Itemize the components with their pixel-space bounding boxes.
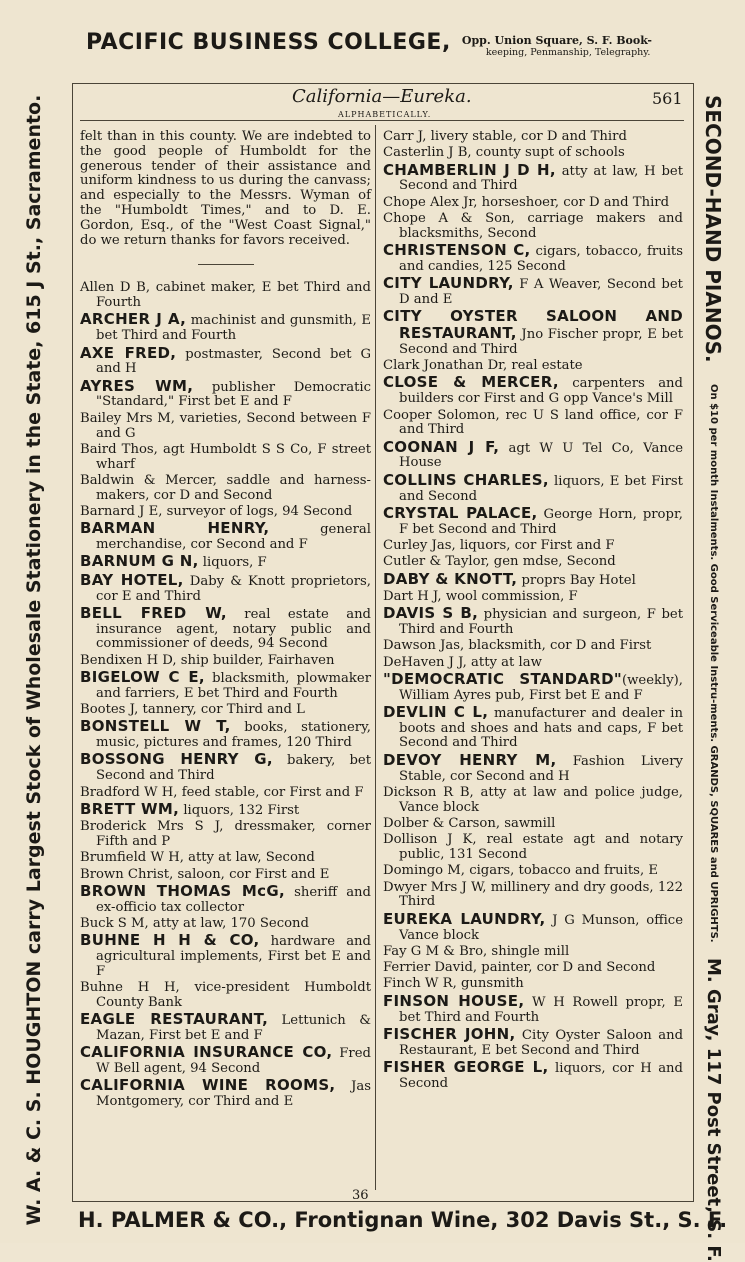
right-ad-part1: SECOND-HAND PIANOS. bbox=[701, 95, 725, 363]
entry-text: liquors, cor H and Second bbox=[399, 1060, 683, 1091]
directory-entry bbox=[80, 443, 371, 473]
directory-entry bbox=[80, 570, 371, 605]
entry-text: Buhne H H, vice-president Humboldt County Bank bbox=[80, 980, 371, 1010]
header-divider bbox=[80, 120, 684, 121]
directory-entry bbox=[80, 1078, 371, 1110]
right-column bbox=[383, 130, 683, 1093]
entry-text: City Oyster Saloon and Restaurant, E bet Second and Third bbox=[399, 1027, 684, 1058]
entry-text: Clark Jonathan Dr, real estate bbox=[383, 358, 583, 374]
directory-entry bbox=[80, 554, 371, 571]
entry-text: Finch W R, gunsmith bbox=[383, 976, 524, 992]
entry-text: sheriff and ex-officio tax collector bbox=[96, 884, 371, 915]
entry-text: Dawson Jas, blacksmith, cor D and First bbox=[383, 638, 652, 654]
entry-name: BOSSONG HENRY G, bbox=[80, 750, 273, 769]
directory-entry bbox=[80, 1012, 371, 1044]
entry-name: BAY HOTEL, bbox=[80, 570, 184, 589]
directory-entry bbox=[383, 243, 683, 275]
directory-entry bbox=[383, 212, 683, 242]
entry-name: CITY LAUNDRY, bbox=[383, 274, 514, 293]
entry-text: Fred W Bell agent, 94 Second bbox=[96, 1046, 371, 1077]
entry-text: Daby & Knott proprietors, cor E and Third bbox=[96, 573, 371, 604]
entry-text: DeHaven J J, atty at law bbox=[383, 654, 542, 670]
directory-entry bbox=[383, 590, 683, 605]
right-ad-part3: M. Gray, 117 Post Street, S. F. bbox=[703, 958, 724, 1262]
entry-text: Lettunich & Mazan, First bet E and F bbox=[96, 1013, 371, 1044]
entry-text: books, stationery, music, pictures and frames, 120 Third bbox=[96, 720, 371, 751]
right-ad-text bbox=[701, 95, 725, 1262]
entry-name: COONAN J F, bbox=[383, 437, 500, 456]
entry-text: Baird Thos, agt Humboldt S S Co, F street wharf bbox=[80, 441, 371, 472]
entry-text: Dart H J, wool commission, F bbox=[383, 588, 578, 604]
directory-entry bbox=[80, 281, 371, 311]
directory-entry bbox=[80, 881, 371, 916]
entry-text: agt W U Tel Co, Vance House bbox=[399, 440, 684, 471]
directory-entry bbox=[383, 160, 683, 195]
entry-text: liquors, F bbox=[198, 555, 267, 571]
entry-name: BUHNE H H & CO, bbox=[80, 931, 260, 950]
entry-text: Cutler & Taylor, gen mdse, Second bbox=[383, 554, 616, 570]
directory-entry bbox=[383, 569, 683, 589]
entry-text: Barnard J E, surveyor of logs, 94 Second bbox=[80, 504, 353, 520]
directory-entry bbox=[383, 991, 683, 1026]
entry-name: BELL FRED W, bbox=[80, 603, 227, 622]
entry-text: cigars, tobacco, fruits and candies, 125 Second bbox=[399, 244, 683, 274]
entry-text: liquors, 132 First bbox=[179, 802, 300, 818]
directory-entry bbox=[383, 276, 683, 308]
entry-text: Brown Christ, saloon, cor First and E bbox=[80, 866, 330, 882]
directory-entry bbox=[80, 603, 371, 652]
directory-entry bbox=[383, 702, 683, 751]
entry-name: BROWN THOMAS McG, bbox=[80, 881, 285, 900]
directory-entry bbox=[383, 786, 683, 816]
directory-entry bbox=[383, 130, 683, 145]
entry-name: "DEMOCRATIC STANDARD" bbox=[383, 669, 622, 688]
entry-text: bakery, bet Second and Third bbox=[96, 753, 371, 784]
entry-text: Allen D B, cabinet maker, E bet Third and Fourth bbox=[80, 280, 371, 311]
directory-entry bbox=[383, 503, 683, 538]
directory-entry bbox=[383, 817, 683, 832]
directory-entry bbox=[383, 750, 683, 785]
entry-name: COLLINS CHARLES, bbox=[383, 470, 549, 489]
directory-entry bbox=[383, 639, 683, 654]
left-ad-text: W. A. & C. S. HOUGHTON carry Largest Stock of Wholesale Stationery in the State, 615 J St., Sacramento. bbox=[23, 94, 45, 1226]
directory-entry bbox=[80, 933, 371, 979]
entry-text: Ferrier David, painter, cor D and Second bbox=[383, 960, 656, 976]
entry-name: BIGELOW C E, bbox=[80, 668, 205, 686]
directory-entry bbox=[80, 654, 371, 669]
directory-entry bbox=[383, 1024, 684, 1059]
top-ad-detail bbox=[462, 35, 652, 58]
directory-entry bbox=[80, 719, 371, 751]
page-title: California—Eureka. bbox=[292, 86, 472, 107]
entry-text: manufacturer and dealer in boots and shoes and hats and caps, F bet Second and Third bbox=[399, 705, 683, 751]
directory-entry bbox=[80, 521, 371, 553]
entry-text: Brumfield W H, atty at law, Second bbox=[80, 850, 315, 866]
directory-entry bbox=[80, 1045, 371, 1077]
entry-name: ARCHER J A, bbox=[80, 310, 187, 329]
entry-name: DEVLIN C L, bbox=[383, 702, 489, 721]
directory-entry bbox=[383, 881, 683, 911]
entry-name: FISCHER JOHN, bbox=[383, 1024, 516, 1043]
directory-entry bbox=[80, 868, 371, 883]
entry-name: EAGLE RESTAURANT, bbox=[80, 1010, 269, 1029]
entry-text: physician and surgeon, F bet Third and Fourth bbox=[399, 607, 683, 637]
entry-text: Bailey Mrs M, varieties, Second between F and G bbox=[80, 410, 371, 441]
entry-text: Chope A & Son, carriage makers and blacksmiths, Second bbox=[383, 210, 683, 241]
section-divider bbox=[198, 264, 254, 265]
entry-name: CRYSTAL PALACE, bbox=[383, 503, 538, 522]
entry-text: Cooper Solomon, rec U S land office, cor F and Third bbox=[383, 407, 683, 438]
top-ad-line1: Opp. Union Square, S. F. Book- bbox=[461, 34, 652, 47]
entry-text: F A Weaver, Second bet D and E bbox=[399, 277, 683, 307]
directory-entry bbox=[80, 820, 371, 850]
entry-text: publisher Democratic "Standard," First bet E and F bbox=[96, 379, 371, 410]
directory-entry bbox=[80, 312, 371, 344]
entry-text: real estate and insurance agent, notary public and commissioner of deeds, 94 Second bbox=[96, 606, 371, 652]
directory-entry bbox=[383, 555, 683, 570]
page-number: 561 bbox=[652, 89, 683, 108]
left-margin-advertisement bbox=[14, 90, 54, 1230]
entry-name: CHRISTENSON C, bbox=[383, 241, 531, 260]
entry-text: Bendixen H D, ship builder, Fairhaven bbox=[80, 652, 335, 668]
entry-text: Domingo M, cigars, tobacco and fruits, E bbox=[383, 863, 658, 879]
entry-name: BARNUM G N, bbox=[80, 552, 199, 571]
entry-text: Dollison J K, real estate agt and notary public, 131 Second bbox=[383, 832, 683, 863]
directory-entry bbox=[383, 909, 683, 944]
intro-paragraph: felt than in this county. We are indebted to the good people of Humboldt for the generous tender of their assistance and uniform kindness to us during the canvass; and especially to the Messrs. Wyman of the "Humboldt Times," and to D. E. Gordon, Esq., of the "West Coast Signal," do we return thanks for favors received. bbox=[80, 129, 371, 248]
directory-entry bbox=[383, 437, 684, 472]
directory-entry bbox=[80, 799, 371, 819]
entry-text: hardware and agricultural implements, First bet E and F bbox=[96, 934, 371, 979]
directory-entry bbox=[383, 1057, 683, 1092]
directory-entry bbox=[80, 981, 371, 1011]
entry-name: BONSTELL W T, bbox=[80, 717, 231, 736]
directory-entry bbox=[80, 786, 371, 801]
entry-name: BRETT WM, bbox=[80, 799, 180, 818]
entry-name: CHAMBERLIN J D H, bbox=[383, 160, 556, 179]
top-advertisement bbox=[86, 30, 696, 70]
entry-name: CALIFORNIA INSURANCE CO, bbox=[80, 1043, 333, 1062]
top-ad-main: PACIFIC BUSINESS COLLEGE, bbox=[86, 30, 451, 55]
entry-text: Broderick Mrs S J, dressmaker, corner Fifth and P bbox=[80, 819, 371, 849]
directory-entry bbox=[383, 359, 683, 374]
right-entry-list bbox=[383, 130, 683, 1092]
entry-text: carpenters and builders cor First and G opp Vance's Mill bbox=[399, 376, 683, 407]
directory-entry bbox=[383, 961, 683, 976]
bottom-advertisement: H. PALMER & CO., Frontignan Wine, 302 Davis St., S. F. bbox=[78, 1208, 728, 1232]
entry-text: Carr J, livery stable, cor D and Third bbox=[383, 129, 627, 144]
directory-entry bbox=[383, 375, 683, 407]
directory-entry bbox=[383, 539, 683, 554]
directory-entry bbox=[80, 703, 371, 718]
entry-text: Jno Fischer propr, E bet Second and Third bbox=[399, 327, 683, 357]
directory-entry bbox=[383, 977, 683, 992]
directory-entry bbox=[383, 833, 683, 863]
directory-entry bbox=[383, 669, 683, 704]
left-entry-list bbox=[80, 281, 371, 1110]
column-divider bbox=[375, 125, 376, 1190]
entry-text: Chope Alex Jr, horseshoer, cor D and Third bbox=[383, 194, 670, 210]
entry-text: Bradford W H, feed stable, cor First and F bbox=[80, 784, 364, 800]
entry-text: Fay G M & Bro, shingle mill bbox=[383, 943, 570, 959]
directory-entry bbox=[383, 146, 683, 161]
entry-text: Dwyer Mrs J W, millinery and dry goods, 122 Third bbox=[383, 879, 683, 910]
entry-name: DABY & KNOTT, bbox=[383, 569, 518, 588]
entry-text: J G Munson, office Vance block bbox=[399, 912, 683, 943]
entry-name: EUREKA LAUNDRY, bbox=[383, 909, 546, 928]
directory-entry bbox=[383, 409, 683, 439]
directory-entry bbox=[80, 670, 371, 702]
top-ad-line2: keeping, Penmanship, Telegraphy. bbox=[485, 47, 651, 58]
entry-name: BARMAN HENRY, bbox=[80, 519, 270, 538]
entry-text: Baldwin & Mercer, saddle and harness-makers, cor D and Second bbox=[80, 472, 371, 503]
entry-text: machinist and gunsmith, E bet Third and Fourth bbox=[96, 313, 371, 344]
entry-name: AYRES WM, bbox=[80, 376, 194, 395]
directory-entry bbox=[80, 376, 371, 411]
directory-entry bbox=[383, 656, 683, 671]
bottom-page-number: 36 bbox=[352, 1188, 369, 1203]
directory-entry bbox=[383, 196, 683, 211]
entry-text: postmaster, Second bet G and H bbox=[96, 346, 371, 377]
entry-text: general merchandise, cor Second and F bbox=[96, 522, 371, 553]
entry-text: blacksmith, plowmaker and farriers, E bet Third and Fourth bbox=[96, 671, 371, 701]
directory-entry bbox=[80, 505, 371, 520]
directory-entry bbox=[383, 309, 683, 357]
entry-text: Buck S M, atty at law, 170 Second bbox=[80, 915, 309, 931]
entry-text: (weekly), William Ayres pub, First bet E and F bbox=[399, 672, 683, 703]
entry-text: Curley Jas, liquors, cor First and F bbox=[383, 537, 615, 553]
directory-entry bbox=[80, 343, 371, 378]
entry-text: liquors, E bet First and Second bbox=[399, 473, 683, 504]
directory-entry bbox=[383, 470, 683, 505]
entry-name: CLOSE & MERCER, bbox=[383, 373, 559, 392]
entry-text: W H Rowell propr, E bet Third and Fourth bbox=[399, 994, 683, 1025]
entry-name: DAVIS S B, bbox=[383, 604, 479, 623]
entry-text: Jas Montgomery, cor Third and E bbox=[96, 1079, 371, 1110]
entry-name: CITY OYSTER SALOON AND RESTAURANT, bbox=[383, 307, 683, 343]
entry-name: DEVOY HENRY M, bbox=[383, 750, 557, 769]
right-ad-part2: On $10 per month Instalments. Good Serviceable Instru-ments. GRANDS, SQUARES and UPRIGHTS. bbox=[708, 384, 719, 943]
directory-entry bbox=[80, 917, 371, 932]
entry-name: FINSON HOUSE, bbox=[383, 991, 525, 1010]
directory-entry bbox=[80, 752, 371, 784]
entry-name: AXE FRED, bbox=[80, 343, 177, 362]
entry-name: CALIFORNIA WINE ROOMS, bbox=[80, 1076, 336, 1095]
entry-text: Fashion Livery Stable, cor Second and H bbox=[399, 753, 683, 784]
entry-text: Dolber & Carson, sawmill bbox=[383, 815, 556, 831]
directory-entry bbox=[80, 412, 371, 442]
entry-text: Dickson R B, atty at law and police judge, Vance block bbox=[383, 784, 683, 815]
entry-text: Bootes J, tannery, cor Third and L bbox=[80, 702, 305, 718]
left-column bbox=[80, 130, 371, 1112]
directory-entry bbox=[383, 864, 683, 879]
directory-entry bbox=[80, 474, 371, 504]
directory-entry bbox=[383, 945, 683, 960]
entry-text: Casterlin J B, county supt of schools bbox=[383, 145, 625, 161]
entry-text: proprs Bay Hotel bbox=[517, 572, 636, 588]
entry-text: atty at law, H bet Second and Third bbox=[399, 163, 683, 194]
directory-entry bbox=[80, 851, 371, 866]
right-margin-advertisement bbox=[695, 95, 739, 1262]
entry-text: George Horn, propr, F bet Second and Third bbox=[399, 506, 683, 537]
entry-name: FISHER GEORGE L, bbox=[383, 1057, 549, 1076]
directory-entry bbox=[383, 606, 683, 638]
page-subtitle: ALPHABETICALLY. bbox=[338, 110, 432, 119]
